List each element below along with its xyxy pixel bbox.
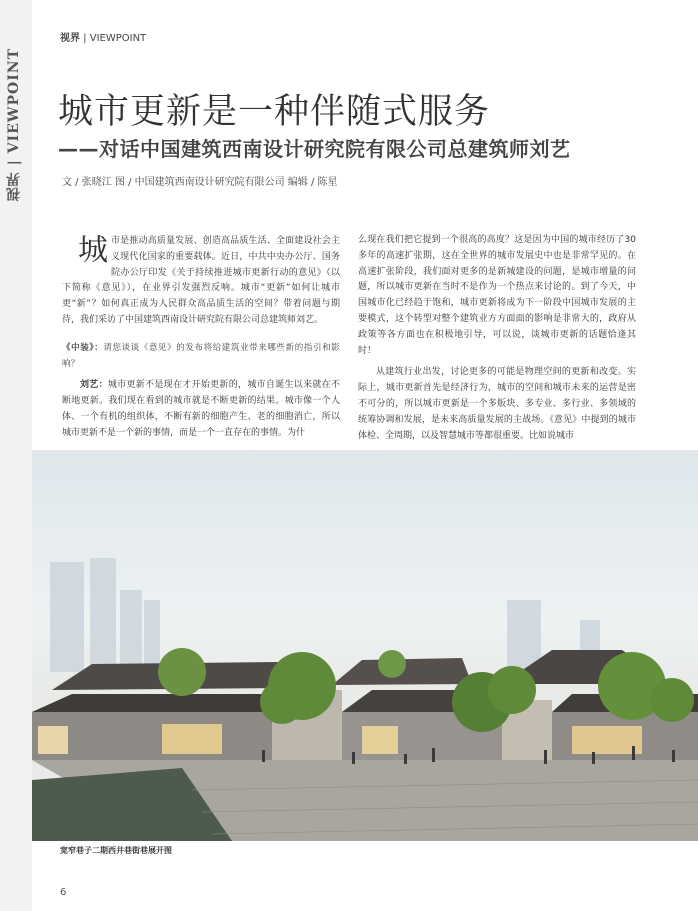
architecture-rendering xyxy=(32,450,698,841)
left-column xyxy=(62,234,340,442)
article-credits: 文 / 张晓江 图 / 中国建筑西南设计研究院有限公司 编辑 / 陈星 xyxy=(62,177,338,188)
side-section-label: 视界 | VIEWPOINT xyxy=(6,48,22,202)
intro-text: 市是推动高质量发展、创造高品质生活、全面建设社会主义现代化国家的重要载体。近日，中共中央办公厅、国务院办公厅印发《关于持续推进城市更新行动的意见》（以下简称《意见》），在业界引发强烈反响。城市“更新”如何让城市更“新”？如何真正成为人民群众高品质生活的空间？带着问题与期待，我们采访了中国建筑西南设计研究院有限公司总建筑师刘艺。 xyxy=(62,236,340,325)
answer-text: 城市更新不是现在才开始更新的，城市自诞生以来就在不断地更新。我们现在看到的城市就是不断更新的结果。城市像一个人体、一个有机的组织体，不断有新的细胞产生、老的细胞消亡，所以城市更新不是一个新的事情，而是一个一直存在的事情。为什 xyxy=(62,380,340,438)
right-column xyxy=(358,233,636,444)
article-subtitle: ——对话中国建筑西南设计研究院有限公司总建筑师刘艺 xyxy=(58,137,571,161)
rendering-illustration xyxy=(32,450,698,841)
intro-paragraph xyxy=(62,234,340,329)
interview-answer xyxy=(62,378,340,441)
right-paragraph-1: 么现在我们把它提到一个很高的高度？这是因为中国的城市经历了30多年的高速扩张期，这在全世界的城市发展史中也是非常罕见的。在高速扩张阶段，我们面对更多的是新城建设的问题，是城市增量的问题，所以城市更新在当时不是作为一个热点来讨论的。到了今天，中国城市化已经趋于饱和，城市更新将成为下一阶段中国城市发展的主要模式，这个转型对整个建筑业方方面面的影响是非常大的，政府从政策等各方面也在积极地引导，可以说，谈城市更新的话题恰逢其时！ xyxy=(358,235,636,356)
section-tag-separator: | xyxy=(80,33,90,44)
page-number: 6 xyxy=(60,887,67,898)
article-title: 城市更新是一种伴随式服务 xyxy=(58,92,491,132)
distant-skyline xyxy=(50,558,600,674)
image-caption: 宽窄巷子二期西井巷街巷展开图 xyxy=(60,846,172,855)
section-tag-cn: 视界 xyxy=(60,33,80,44)
interview-question xyxy=(62,341,340,373)
answer-label: 刘艺： xyxy=(80,380,108,391)
side-strip xyxy=(0,0,32,911)
section-tag-en: VIEWPOINT xyxy=(89,33,147,44)
question-label: 《中装》： xyxy=(62,342,104,353)
section-tag xyxy=(60,29,146,44)
right-paragraph-2: 从建筑行业出发，讨论更多的可能是物理空间的更新和改变。实际上，城市更新首先是经济行为，城市的空间和城市未来的运营是密不可分的，所以城市更新是一个多版块、多专业、多行业、多领域的统筹协调和发展，是未来高质量发展的主战场。《意见》中提到的城市体检、全周期，以及智慧城市等都很重要。比如说城市 xyxy=(358,367,636,441)
dropcap: 城 xyxy=(78,233,108,268)
question-text: 请您谈谈《意见》的发布将给建筑业带来哪些新的指引和影响？ xyxy=(62,342,340,369)
